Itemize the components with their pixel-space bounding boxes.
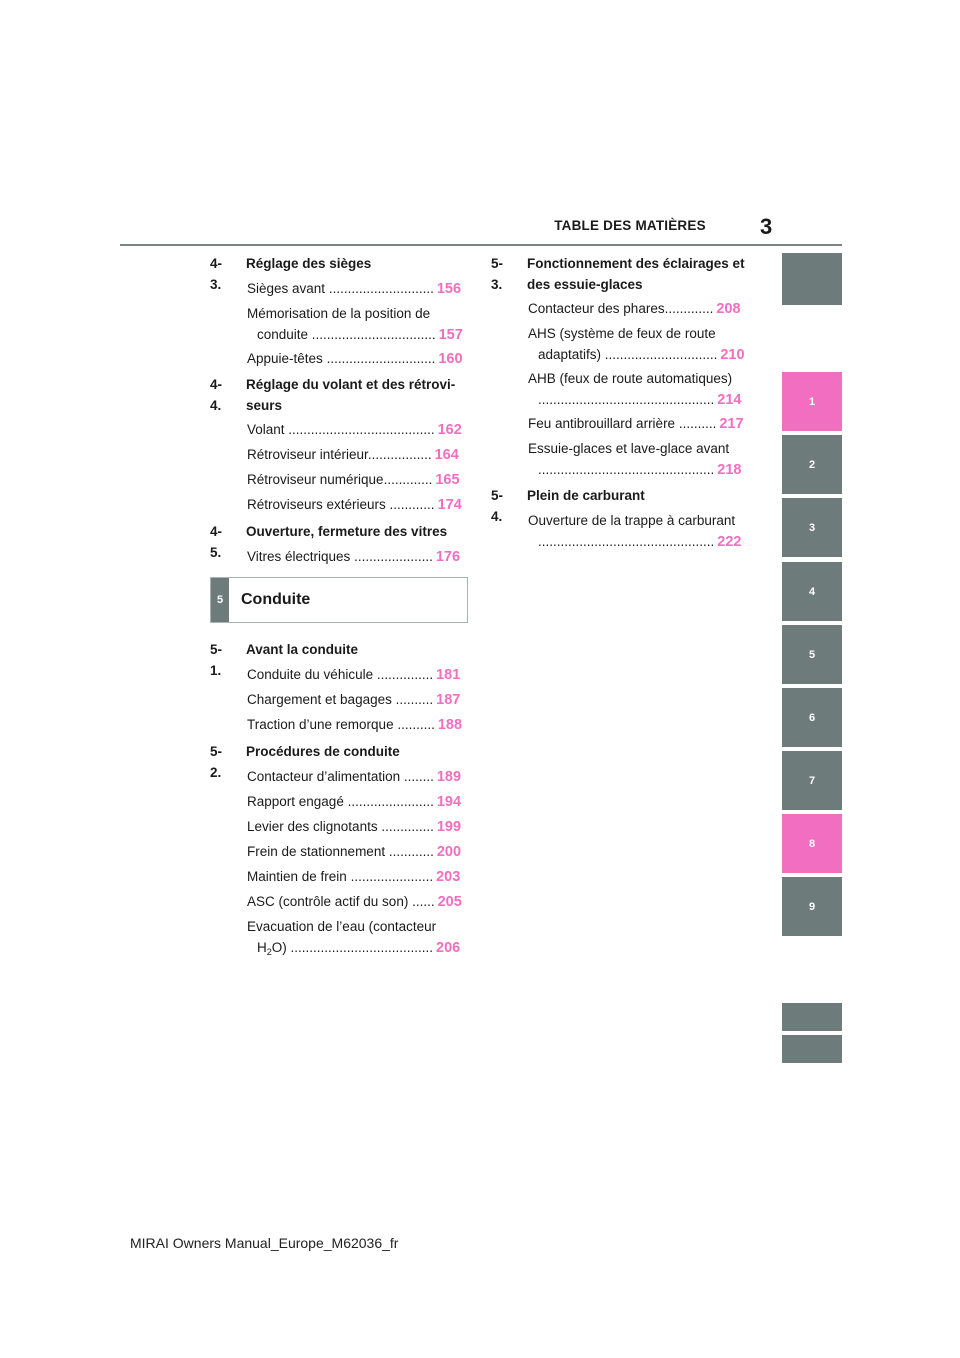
- section-title: Plein de carburant: [527, 488, 645, 503]
- entry-page[interactable]: 205: [437, 894, 462, 910]
- section-title: Ouverture, fermeture des vitres: [246, 524, 448, 539]
- toc-entry[interactable]: [247, 816, 461, 838]
- section-number: 5-2.: [210, 744, 223, 780]
- toc-entry[interactable]: [247, 278, 461, 300]
- toc-entry[interactable]: [247, 546, 460, 568]
- entry-label: Frein de stationnement: [247, 844, 386, 859]
- toc-entry[interactable]: [247, 303, 463, 346]
- leader-dots: ............................: [325, 281, 434, 296]
- entry-page[interactable]: 157: [438, 327, 463, 343]
- entry-page[interactable]: 217: [719, 416, 744, 432]
- leader-dots: .............................: [322, 351, 436, 366]
- toc-entry[interactable]: [247, 689, 460, 711]
- entry-page[interactable]: 222: [717, 534, 742, 550]
- toc-entry[interactable]: [247, 841, 461, 863]
- leader-dots: ..............................: [601, 347, 718, 362]
- entry-label: Volant: [247, 422, 285, 437]
- toc-entry[interactable]: [247, 791, 461, 813]
- leader-dots: ...............................................: [538, 462, 715, 477]
- entry-page[interactable]: 214: [717, 392, 742, 408]
- entry-label: Feu antibrouillard arrière: [528, 416, 676, 431]
- toc-entry[interactable]: [528, 438, 742, 481]
- entry-page[interactable]: 218: [717, 462, 742, 478]
- toc-entry[interactable]: [528, 510, 742, 553]
- tab-3[interactable]: 3: [782, 498, 842, 557]
- entry-label: Rétroviseurs extérieurs: [247, 497, 386, 512]
- entry-page[interactable]: 203: [436, 869, 461, 885]
- leader-dots: .......................................: [284, 422, 435, 437]
- tab-index-a[interactable]: [782, 1003, 842, 1031]
- tab-6[interactable]: 6: [782, 688, 842, 747]
- entry-page[interactable]: 210: [720, 347, 745, 363]
- toc-entry[interactable]: [247, 891, 462, 913]
- section-number: 5-4.: [491, 488, 504, 524]
- entry-page[interactable]: 162: [437, 422, 462, 438]
- entry-label: Sièges avant: [247, 281, 326, 296]
- leader-dots: ..........: [393, 717, 435, 732]
- entry-page[interactable]: 208: [716, 301, 741, 317]
- entry-label: Vitres électriques: [247, 549, 351, 564]
- entry-label: Contacteur des phares: [528, 301, 665, 316]
- tab-5[interactable]: 5: [782, 625, 842, 684]
- section-title: Fonctionnement des éclairages et: [527, 256, 745, 271]
- section-title: Avant la conduite: [246, 642, 359, 657]
- section-title: seurs: [246, 398, 283, 413]
- tab-9[interactable]: 9: [782, 877, 842, 936]
- entry-label: Traction d’une remorque: [247, 717, 394, 732]
- entry-page[interactable]: 156: [436, 281, 462, 297]
- leader-dots: ........: [400, 769, 434, 784]
- tab-2[interactable]: 2: [782, 435, 842, 494]
- entry-label: Levier des clignotants: [247, 819, 378, 834]
- toc-entry[interactable]: [247, 348, 463, 370]
- entry-page[interactable]: 165: [435, 472, 460, 488]
- entry-label: O): [271, 940, 287, 955]
- toc-entry[interactable]: [247, 714, 462, 736]
- entry-label: Evacuation de l’eau (contacteur: [247, 919, 437, 934]
- entry-page[interactable]: 189: [436, 769, 462, 785]
- leader-dots: ......................: [346, 869, 434, 884]
- tab-4[interactable]: 4: [782, 562, 842, 621]
- toc-entry[interactable]: [247, 916, 460, 963]
- entry-page[interactable]: 160: [438, 351, 463, 367]
- tab-index-b[interactable]: [782, 1035, 842, 1063]
- subscript: 2: [266, 947, 272, 957]
- leader-dots: .............: [383, 472, 433, 487]
- entry-page[interactable]: 200: [436, 844, 462, 860]
- section-title: Procédures de conduite: [246, 744, 400, 759]
- chapter-number: 5: [211, 578, 229, 622]
- entry-label: Ouverture de la trappe à carburant: [528, 513, 736, 528]
- leader-dots: ......: [408, 894, 435, 909]
- leader-dots: .................: [367, 447, 432, 462]
- leader-dots: .....................: [350, 549, 433, 564]
- toc-entry[interactable]: [528, 323, 745, 366]
- leader-dots: .......................: [343, 794, 434, 809]
- entry-label: Rétroviseur numérique: [247, 472, 384, 487]
- entry-page[interactable]: 206: [436, 940, 461, 956]
- toc-entry[interactable]: [528, 298, 741, 320]
- entry-label: AHB (feux de route automatiques): [528, 371, 733, 386]
- toc-entry[interactable]: [247, 766, 461, 788]
- entry-page[interactable]: 181: [436, 667, 461, 683]
- toc-entry[interactable]: [528, 413, 744, 435]
- toc-entry[interactable]: [247, 664, 460, 686]
- section-number: 5-1.: [210, 642, 223, 678]
- toc-entry[interactable]: [247, 444, 459, 466]
- section-title: Réglage des sièges: [246, 256, 372, 271]
- entry-label: Rapport engagé: [247, 794, 344, 809]
- entry-label: H: [257, 940, 267, 955]
- leader-dots: ...............................................: [538, 392, 715, 407]
- tab-1[interactable]: 1: [782, 372, 842, 431]
- entry-label: Appuie-têtes: [247, 351, 323, 366]
- section-number: 4-4.: [210, 377, 223, 413]
- header-rule: [120, 244, 842, 246]
- entry-page[interactable]: 194: [436, 794, 462, 810]
- leader-dots: ...............: [373, 667, 434, 682]
- toc-entry[interactable]: [247, 866, 460, 888]
- entry-label: adaptatifs): [538, 347, 602, 362]
- entry-page[interactable]: 199: [436, 819, 462, 835]
- entry-label: Conduite du véhicule: [247, 667, 374, 682]
- leader-dots: ..........: [675, 416, 717, 431]
- entry-label: ASC (contrôle actif du son): [247, 894, 409, 909]
- entry-page[interactable]: 187: [436, 692, 461, 708]
- leader-dots: ...............................................: [538, 534, 715, 549]
- leader-dots: ......................................: [286, 940, 434, 955]
- entry-label: Essuie-glaces et lave-glace avant: [528, 441, 730, 456]
- leader-dots: ..........: [391, 692, 434, 707]
- header-title: TABLE DES MATIÈRES: [554, 218, 706, 233]
- leader-dots: .............: [664, 301, 714, 316]
- leader-dots: ..............: [377, 819, 434, 834]
- entry-label: Contacteur d’alimentation: [247, 769, 401, 784]
- entry-label: Mémorisation de la position de: [247, 306, 431, 321]
- tab-8[interactable]: 8: [782, 814, 842, 873]
- section-number: 4-5.: [210, 524, 223, 560]
- page-number: 3: [760, 214, 773, 239]
- leader-dots: ............: [385, 497, 435, 512]
- section-title: Réglage du volant et des rétrovi-: [246, 377, 456, 392]
- entry-label: conduite: [257, 327, 309, 342]
- tab-7[interactable]: 7: [782, 751, 842, 810]
- tab-toc[interactable]: [782, 253, 842, 305]
- entry-page[interactable]: 188: [437, 717, 463, 733]
- toc-entry[interactable]: [247, 419, 462, 441]
- chapter-heading-box: [210, 577, 468, 623]
- entry-label: AHS (système de feux de route: [528, 326, 716, 341]
- section-number: 5-3.: [491, 256, 504, 292]
- toc-entry[interactable]: [247, 469, 460, 491]
- chapter-title: Conduite: [241, 591, 311, 608]
- section-title: des essuie-glaces: [527, 277, 643, 292]
- entry-label: Chargement et bagages: [247, 692, 392, 707]
- leader-dots: .................................: [308, 327, 436, 342]
- entry-label: Maintien de frein: [247, 869, 347, 884]
- footer-doc-id: MIRAI Owners Manual_Europe_M62036_fr: [130, 1235, 399, 1251]
- entry-page[interactable]: 174: [437, 497, 462, 513]
- toc-entry[interactable]: [528, 368, 742, 411]
- entry-label: Rétroviseur intérieur: [247, 447, 368, 462]
- section-number: 4-3.: [210, 256, 223, 292]
- entry-page[interactable]: 176: [435, 549, 461, 565]
- entry-page[interactable]: 164: [434, 447, 459, 463]
- leader-dots: ............: [385, 844, 434, 859]
- toc-entry[interactable]: [247, 494, 462, 516]
